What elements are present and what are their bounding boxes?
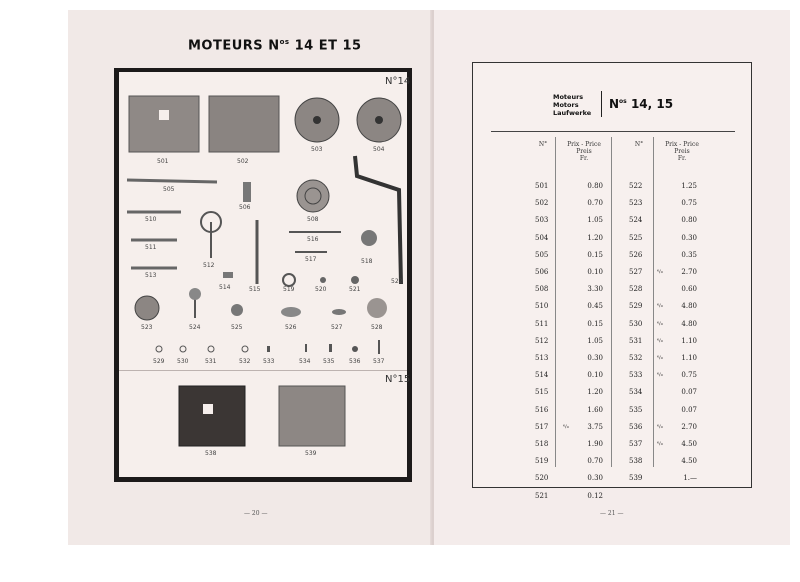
row-number: 536 <box>629 422 643 431</box>
row-price: 0.30 <box>587 474 603 483</box>
part-number: 516 <box>307 236 319 243</box>
part-534-image <box>305 344 307 352</box>
part-506-image <box>243 182 251 202</box>
row-price: 1.90 <box>587 440 603 448</box>
table-row <box>473 439 751 449</box>
table-row <box>473 336 751 346</box>
row-price: 0.45 <box>587 302 603 311</box>
part-502-image <box>209 96 279 152</box>
row-price: 1.10 <box>681 354 697 362</box>
row-number: 531 <box>629 336 643 345</box>
row-price: 4.80 <box>681 319 697 328</box>
part-number: 528 <box>371 324 383 331</box>
left-page <box>68 10 432 545</box>
right-page <box>434 10 790 545</box>
table-row <box>473 301 751 311</box>
part-number: 539 <box>305 450 317 457</box>
row-number: 538 <box>629 457 643 466</box>
row-number: 512 <box>535 336 549 345</box>
part-number: 522 <box>391 278 403 285</box>
page-number-left: — 20 — <box>244 510 268 517</box>
part-number: 524 <box>189 324 201 331</box>
row-price: 0.75 <box>681 371 697 380</box>
row-price-fraction: ⁶/₀ <box>657 372 663 379</box>
row-number: 524 <box>629 216 643 225</box>
row-price-fraction: ⁶/₀ <box>657 303 663 310</box>
row-number: 523 <box>629 199 643 208</box>
part-518-image <box>361 230 377 246</box>
row-number: 526 <box>629 250 643 259</box>
part-number: 514 <box>219 284 231 291</box>
header-rule <box>491 131 735 132</box>
row-price: 1.— <box>683 474 697 483</box>
part-number: 511 <box>145 244 157 251</box>
part-529-image <box>156 346 162 352</box>
row-price: 0.35 <box>681 250 697 259</box>
row-number: 501 <box>535 182 549 190</box>
row-number: 510 <box>535 302 549 311</box>
row-price-fraction: ⁶/₀ <box>657 269 663 275</box>
part-number: 521 <box>349 286 361 293</box>
parts-plate <box>114 68 412 482</box>
part-527-image <box>332 309 346 315</box>
row-price: 1.60 <box>587 405 603 414</box>
part-number: 513 <box>145 272 157 279</box>
row-price: 0.15 <box>587 250 603 259</box>
header-stack <box>553 93 591 117</box>
plate-label-15: N°15 <box>385 374 411 385</box>
part-number: 534 <box>299 358 311 365</box>
page-title: MOTEURS $N^{os}$ 14 ET 15 <box>188 38 362 54</box>
part-531-image <box>208 346 214 352</box>
part-number: 506 <box>239 204 251 211</box>
row-price: 0.07 <box>681 405 697 414</box>
part-number: 537 <box>373 358 385 365</box>
part-521-image <box>351 276 359 284</box>
table-row <box>473 422 751 432</box>
row-price: 0.15 <box>587 319 603 328</box>
catalog-spread <box>68 10 790 545</box>
part-520-image <box>320 277 326 283</box>
row-price: 1.20 <box>587 388 603 397</box>
table-row <box>473 233 751 243</box>
part-538-image <box>179 386 245 446</box>
part-number: 527 <box>331 324 343 331</box>
row-number: 527 <box>629 268 643 276</box>
row-number: 532 <box>629 354 643 362</box>
table-row <box>473 267 751 277</box>
row-number: 514 <box>535 371 549 380</box>
part-514-image <box>223 272 233 278</box>
table-row <box>473 456 751 466</box>
part-number: 510 <box>145 216 157 223</box>
row-number: 516 <box>535 405 549 414</box>
price-table-box <box>472 62 752 500</box>
part-number: 536 <box>349 358 361 365</box>
row-number: 515 <box>535 388 549 397</box>
part-525-image <box>231 304 243 316</box>
part-number: 501 <box>157 158 169 165</box>
part-number: 505 <box>163 186 175 193</box>
part-530-image <box>180 346 186 352</box>
row-price: 1.25 <box>681 182 697 190</box>
part-number: 535 <box>323 358 335 365</box>
part-number: 515 <box>249 286 261 293</box>
col-header-price-right: Prix - Price Preis Fr. <box>665 141 699 162</box>
row-number: 504 <box>535 233 549 242</box>
part-536-image <box>352 346 358 352</box>
row-number: 517 <box>535 422 549 431</box>
part-number: 520 <box>315 286 327 293</box>
row-price-fraction: ⁶/₀ <box>657 337 663 344</box>
table-row <box>473 405 751 415</box>
row-price: 4.80 <box>681 302 697 311</box>
part-533-image <box>267 346 270 352</box>
part-508-image <box>297 180 329 212</box>
part-539-image <box>279 386 345 446</box>
part-523-image <box>135 296 159 320</box>
row-number: 518 <box>535 440 549 448</box>
part-number: 525 <box>231 324 243 331</box>
part-519-image <box>283 274 295 286</box>
row-number: 511 <box>535 319 549 328</box>
row-price: 4.50 <box>681 440 697 448</box>
header-line-fr: Moteurs <box>553 93 584 101</box>
row-number: 539 <box>629 474 643 483</box>
col-header-no-left: N° <box>538 141 548 148</box>
part-505-image <box>127 180 217 182</box>
part-number: 508 <box>307 216 319 223</box>
parts-plate-inner <box>119 72 411 477</box>
part-number: 526 <box>285 324 297 331</box>
row-price-fraction: ⁶/₀ <box>657 441 663 447</box>
part-number: 538 <box>205 450 217 457</box>
row-number: 533 <box>629 371 643 380</box>
part-501-image <box>129 96 199 152</box>
row-price: 4.50 <box>681 457 697 466</box>
row-price: 0.12 <box>587 491 603 500</box>
part-number: 512 <box>203 262 215 269</box>
part-number: 504 <box>373 146 385 153</box>
plate-label-14: N°14 <box>385 76 411 87</box>
part-number: 531 <box>205 358 217 365</box>
table-row <box>473 198 751 208</box>
table-row <box>473 284 751 294</box>
row-number: 508 <box>535 285 549 294</box>
row-price: 0.80 <box>681 216 697 225</box>
table-row <box>473 491 751 501</box>
table-row <box>473 353 751 363</box>
table-row <box>473 250 751 260</box>
part-number: 529 <box>153 358 165 365</box>
header-line-en: Motors <box>553 101 579 109</box>
part-535-image <box>329 344 332 352</box>
row-number: 528 <box>629 285 643 294</box>
row-price: 0.70 <box>587 199 603 208</box>
row-number: 525 <box>629 233 643 242</box>
row-price: 1.05 <box>587 336 603 345</box>
row-number: 502 <box>535 199 549 208</box>
row-price: 1.20 <box>587 233 603 242</box>
part-526-image <box>281 307 301 317</box>
row-price: 2.70 <box>681 422 697 431</box>
row-number: 503 <box>535 216 549 225</box>
part-number: 532 <box>239 358 251 365</box>
row-number: 537 <box>629 440 643 448</box>
row-price-fraction: ⁶/₀ <box>657 320 663 327</box>
table-row <box>473 387 751 397</box>
row-number: 522 <box>629 182 643 190</box>
part-number: 519 <box>283 286 295 293</box>
page-number-right: — 21 — <box>600 510 624 517</box>
col-header-no-right: N° <box>634 141 644 148</box>
row-price: 0.80 <box>587 182 603 190</box>
row-price: 3.75 <box>587 422 603 431</box>
row-price: 3.30 <box>587 285 603 294</box>
row-price: 0.75 <box>681 199 697 208</box>
header-line-de: Laufwerke <box>553 109 592 117</box>
row-number: 521 <box>535 491 549 500</box>
part-number: 503 <box>311 146 323 153</box>
row-price-fraction: ⁶/₀ <box>657 423 663 430</box>
header-title: $N^{os}$ 14, 15 <box>609 97 674 111</box>
row-number: 506 <box>535 268 549 276</box>
row-price: 0.30 <box>587 354 603 362</box>
part-number: 518 <box>361 258 373 265</box>
row-price: 0.10 <box>587 268 603 276</box>
part-number: 523 <box>141 324 153 331</box>
part-528-image <box>367 298 387 318</box>
header-divider <box>601 91 602 117</box>
row-number: 529 <box>629 302 643 311</box>
parts-illustration <box>119 72 407 477</box>
table-row <box>473 181 751 191</box>
row-price: 1.10 <box>681 336 697 345</box>
part-number: 517 <box>305 256 317 263</box>
row-number: 534 <box>629 388 643 397</box>
row-number: 519 <box>535 457 549 466</box>
row-price: 2.70 <box>681 268 697 276</box>
part-532-image <box>242 346 248 352</box>
part-number: 533 <box>263 358 275 365</box>
row-price: 0.70 <box>587 457 603 466</box>
row-price: 0.30 <box>681 233 697 242</box>
table-row <box>473 319 751 329</box>
row-number: 520 <box>535 474 549 483</box>
row-number: 513 <box>535 354 549 362</box>
part-number: 530 <box>177 358 189 365</box>
row-price: 1.05 <box>587 216 603 225</box>
row-price: 0.60 <box>681 285 697 294</box>
row-price-fraction: ⁶/₀ <box>563 423 569 430</box>
table-row <box>473 215 751 225</box>
table-row <box>473 370 751 380</box>
row-number: 505 <box>535 250 549 259</box>
row-number: 535 <box>629 405 643 414</box>
table-row <box>473 473 751 483</box>
col-header-price-left: Prix - Price Preis Fr. <box>567 141 601 162</box>
row-price: 0.10 <box>587 371 603 380</box>
row-number: 530 <box>629 319 643 328</box>
row-price-fraction: ⁶/₀ <box>657 355 663 361</box>
row-price: 0.07 <box>681 388 697 397</box>
part-number: 502 <box>237 158 249 165</box>
